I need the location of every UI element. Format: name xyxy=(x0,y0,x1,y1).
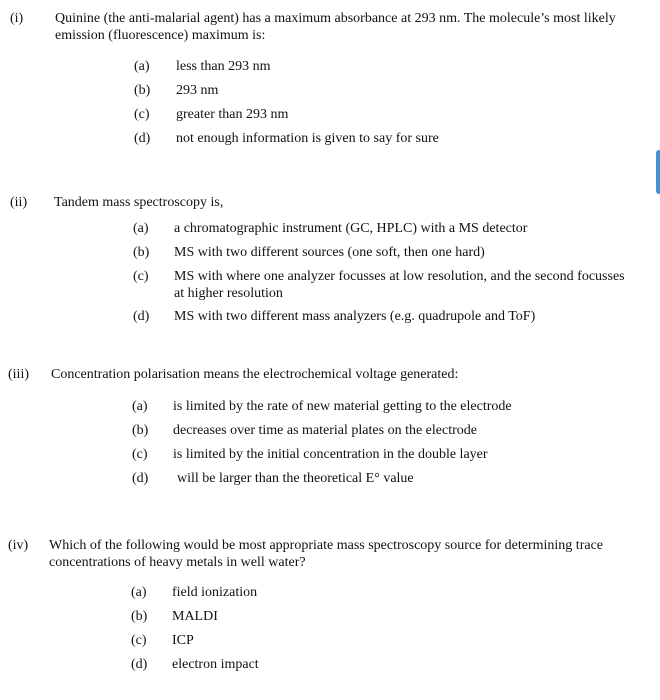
option-letter: (c) xyxy=(133,269,149,284)
option-text: less than 293 nm xyxy=(176,59,271,74)
option-letter: (b) xyxy=(132,423,149,438)
option-text: MS with where one analyzer focusses at low resolution, and the second focusses at higher resolution xyxy=(174,269,625,301)
question-text: Concentration polarisation means the electrochemical voltage generated: xyxy=(51,367,459,382)
option-letter: (c) xyxy=(134,107,150,122)
option-letter: (d) xyxy=(131,657,148,672)
option-text: is limited by the rate of new material getting to the electrode xyxy=(173,399,512,414)
question-number: (ii) xyxy=(10,195,28,210)
question-number: (iii) xyxy=(8,367,29,382)
option-text: greater than 293 nm xyxy=(176,107,289,122)
option-text: will be larger than the theoretical E° value xyxy=(177,471,414,486)
question-text: Quinine (the anti-malarial agent) has a maximum absorbance at 293 nm. The molecule’s most likely emission (fluorescence) maximum is: xyxy=(55,11,616,43)
option-letter: (b) xyxy=(131,609,148,624)
option-letter: (d) xyxy=(134,131,151,146)
option-text: decreases over time as material plates on the electrode xyxy=(173,423,477,438)
option-letter: (d) xyxy=(133,309,150,324)
option-text: MALDI xyxy=(172,609,218,624)
option-letter: (a) xyxy=(131,585,147,600)
option-letter: (c) xyxy=(131,633,147,648)
option-text: ICP xyxy=(172,633,194,648)
question-text: Which of the following would be most appropriate mass spectroscopy source for determining trace concentrations of heavy metals in well water? xyxy=(49,538,604,570)
option-letter: (a) xyxy=(132,399,148,414)
option-letter: (c) xyxy=(132,447,148,462)
question-number: (i) xyxy=(10,11,24,26)
question-text: Tandem mass spectroscopy is, xyxy=(54,195,224,210)
option-letter: (d) xyxy=(132,471,149,486)
option-text: a chromatographic instrument (GC, HPLC) with a MS detector xyxy=(174,221,528,236)
option-text: MS with two different mass analyzers (e.g. quadrupole and ToF) xyxy=(174,309,536,324)
option-text: electron impact xyxy=(172,657,259,672)
option-text: field ionization xyxy=(172,585,258,600)
option-letter: (b) xyxy=(134,83,151,98)
option-letter: (b) xyxy=(133,245,150,260)
option-text: not enough information is given to say for sure xyxy=(176,131,439,146)
option-text: is limited by the initial concentration in the double layer xyxy=(173,447,488,462)
question-number: (iv) xyxy=(8,538,29,553)
option-text: MS with two different sources (one soft, then one hard) xyxy=(174,245,485,260)
scroll-indicator[interactable] xyxy=(656,150,660,194)
option-letter: (a) xyxy=(133,221,149,236)
option-text: 293 nm xyxy=(176,83,219,98)
option-letter: (a) xyxy=(134,59,150,74)
